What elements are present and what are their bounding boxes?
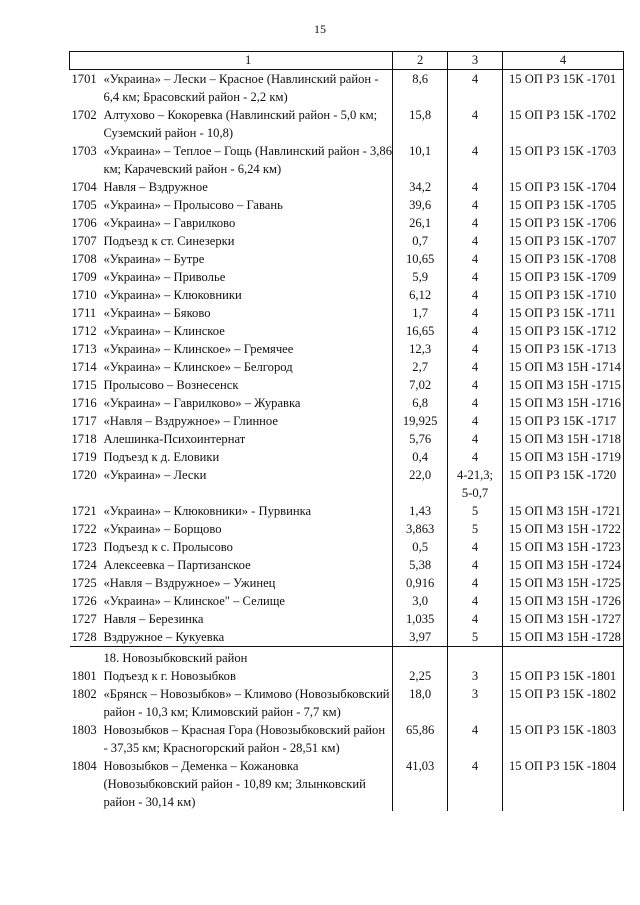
road-code: 15 ОП РЗ 15К -1801: [502, 667, 623, 685]
road-length: 19,925: [393, 412, 448, 430]
road-number: 1728: [70, 628, 104, 647]
table-row: [70, 196, 624, 214]
table-row: [70, 286, 624, 304]
road-name: «Украина» – Теплое – Гощь (Навлинский район - 3,86 км; Карачевский район - 6,24 км): [103, 144, 393, 176]
road-name: Новозыбков – Деменка – Кожановка (Новозыбковский район - 10,89 км; Злынковский район - 30,14 км): [103, 759, 366, 809]
road-name: «Украина» – Клюковники: [103, 288, 242, 302]
road-number: 1702: [71, 108, 97, 122]
table-header-row: [70, 52, 624, 70]
road-code: 15 ОП МЗ 15Н -1723: [502, 538, 623, 556]
road-code: 15 ОП РЗ 15К -1701: [502, 70, 623, 107]
road-length: 22,0: [393, 466, 448, 502]
road-length: 18,0: [393, 685, 448, 721]
road-code: 15 ОП МЗ 15Н -1724: [502, 556, 623, 574]
road-category: 4: [448, 556, 503, 574]
table-row: [70, 394, 624, 412]
road-category: 4: [448, 304, 503, 322]
road-category: 4: [448, 592, 503, 610]
road-length: 1,43: [393, 502, 448, 520]
road-code: 15 ОП РЗ 15К -1803: [502, 721, 623, 757]
road-code: 15 ОП РЗ 15К -1709: [502, 268, 623, 286]
road-category: 5: [448, 520, 503, 538]
road-category: 5: [448, 628, 503, 647]
road-name: Новозыбков – Красная Гора (Новозыбковский район - 37,35 км; Красногорский район - 28,51 км): [103, 723, 386, 755]
table-row: [70, 721, 624, 757]
road-length: 1,7: [393, 304, 448, 322]
road-number: 1719: [71, 450, 97, 464]
road-name: «Украина» – Клинское: [103, 324, 225, 338]
road-name: «Украина» – Клинское» – Гремячее: [103, 342, 294, 356]
road-name: Пролысово – Вознесенск: [103, 378, 239, 392]
road-code: 15 ОП РЗ 15К -1802: [502, 685, 623, 721]
district-heading-cat: [448, 647, 503, 668]
road-length: 8,6: [393, 70, 448, 107]
road-category: 4: [448, 412, 503, 430]
road-length: 0,916: [393, 574, 448, 592]
road-length: 39,6: [393, 196, 448, 214]
table-row: [70, 250, 624, 268]
road-name: «Навля – Вздружное» – Ужинец: [103, 576, 276, 590]
road-length: 6,12: [393, 286, 448, 304]
road-category: 4: [448, 610, 503, 628]
table-row: [70, 232, 624, 250]
road-category: 4: [448, 250, 503, 268]
road-category: 4: [448, 757, 503, 811]
road-code: 15 ОП МЗ 15Н -1721: [502, 502, 623, 520]
table-row: [70, 322, 624, 340]
road-length: 3,0: [393, 592, 448, 610]
table-row: [70, 214, 624, 232]
road-name: «Украина» – Бяково: [103, 306, 211, 320]
road-length: 2,7: [393, 358, 448, 376]
road-number: 1707: [71, 234, 97, 248]
road-number: 1712: [71, 324, 97, 338]
road-category: 4: [448, 340, 503, 358]
table-row: [70, 142, 624, 178]
road-number: 1715: [71, 378, 97, 392]
road-code: 15 ОП МЗ 15Н -1714: [502, 358, 623, 376]
table-row: [70, 70, 624, 107]
road-number: 1802: [71, 687, 97, 701]
road-name: «Украина» – Лески: [103, 468, 207, 482]
road-number: 1711: [71, 306, 97, 320]
road-code: 15 ОП РЗ 15К -1717: [502, 412, 623, 430]
district-heading-row: [70, 647, 624, 668]
road-name: «Украина» – Гаврилково» – Журавка: [103, 396, 301, 410]
road-number: 1706: [71, 216, 97, 230]
road-length: 7,02: [393, 376, 448, 394]
road-code: 15 ОП МЗ 15Н -1716: [502, 394, 623, 412]
road-number: 1801: [71, 669, 97, 683]
table-row: [70, 685, 624, 721]
road-category: 3: [448, 667, 503, 685]
road-category: 4: [448, 322, 503, 340]
road-category: 4: [448, 70, 503, 107]
road-code: 15 ОП РЗ 15К -1703: [502, 142, 623, 178]
table-row: [70, 538, 624, 556]
road-name: «Украина» – Приволье: [103, 270, 226, 284]
road-name: «Украина» – Лески – Красное (Навлинский район - 6,4 км; Брасовский район - 2,2 км): [103, 72, 379, 104]
road-length: 5,9: [393, 268, 448, 286]
road-number: 1717: [71, 414, 97, 428]
road-length: 12,3: [393, 340, 448, 358]
table-row: [70, 376, 624, 394]
road-code: 15 ОП МЗ 15Н -1725: [502, 574, 623, 592]
road-name: Навля – Вздружное: [103, 180, 208, 194]
road-name: Навля – Березинка: [103, 612, 204, 626]
table-row: [70, 574, 624, 592]
road-length: 10,65: [393, 250, 448, 268]
road-name: «Украина» – Клюковники» - Пурвинка: [103, 504, 312, 518]
road-length: 0,5: [393, 538, 448, 556]
road-name: «Украина» – Клинское" – Селище: [103, 594, 286, 608]
road-code: 15 ОП РЗ 15К -1708: [502, 250, 623, 268]
page-number: 15: [314, 22, 326, 36]
table-row: [70, 304, 624, 322]
road-code: 15 ОП МЗ 15Н -1722: [502, 520, 623, 538]
road-number: 1714: [71, 360, 97, 374]
road-name: Вздружное – Кукуевка: [103, 628, 392, 647]
road-number: 1804: [71, 759, 97, 773]
road-number: 1803: [71, 723, 97, 737]
road-category: 4: [448, 721, 503, 757]
road-category: 5: [448, 502, 503, 520]
road-length: 0,7: [393, 232, 448, 250]
table-row: [70, 106, 624, 142]
table-row: [70, 178, 624, 196]
road-code: 15 ОП РЗ 15К -1712: [502, 322, 623, 340]
road-category: 4: [448, 268, 503, 286]
header-col-4: 4: [502, 52, 623, 70]
road-code: 15 ОП РЗ 15К -1706: [502, 214, 623, 232]
road-category: 4: [448, 232, 503, 250]
district-heading: 18. Новозыбковский район: [103, 651, 248, 665]
road-code: 15 ОП РЗ 15К -1720: [502, 466, 623, 502]
road-category: 4: [448, 430, 503, 448]
road-category: 4: [448, 448, 503, 466]
header-col-1: 1: [70, 52, 393, 70]
road-category: 4: [448, 142, 503, 178]
table-row: [70, 448, 624, 466]
road-number: 1701: [71, 72, 97, 86]
road-code: 15 ОП МЗ 15Н -1728: [502, 628, 623, 647]
road-code: 15 ОП РЗ 15К -1702: [502, 106, 623, 142]
table-row: [70, 466, 624, 502]
road-category: 4: [448, 178, 503, 196]
road-name: «Украина» – Гаврилково: [103, 216, 236, 230]
road-code: 15 ОП МЗ 15Н -1718: [502, 430, 623, 448]
road-number: 1704: [71, 180, 97, 194]
header-col-2: 2: [393, 52, 448, 70]
road-number: 1708: [71, 252, 97, 266]
road-name: «Брянск – Новозыбков» – Климово (Новозыбковский район - 10,3 км; Климовский район - 7,7 км): [103, 687, 390, 719]
table-row: [70, 340, 624, 358]
road-code: 15 ОП РЗ 15К -1704: [502, 178, 623, 196]
table-row: [70, 610, 624, 628]
road-code: 15 ОП МЗ 15Н -1727: [502, 610, 623, 628]
road-length: 41,03: [393, 757, 448, 811]
table-row: [70, 667, 624, 685]
road-number: 1726: [71, 594, 97, 608]
road-category: 4: [448, 574, 503, 592]
road-number: 1713: [71, 342, 97, 356]
road-number: 1705: [71, 198, 97, 212]
road-name: «Украина» – Борщово: [103, 522, 222, 536]
table-row: [70, 592, 624, 610]
road-length: 3,97: [393, 628, 448, 647]
district-heading-blank: [70, 647, 104, 668]
road-code: 15 ОП МЗ 15Н -1726: [502, 592, 623, 610]
road-length: 0,4: [393, 448, 448, 466]
road-number: 1722: [71, 522, 97, 536]
road-length: 2,25: [393, 667, 448, 685]
road-category: 4: [448, 214, 503, 232]
road-category: 4-21,3; 5-0,7: [448, 466, 503, 502]
road-name: Подъезд к г. Новозыбков: [103, 669, 236, 683]
road-length: 10,1: [393, 142, 448, 178]
road-number: 1724: [71, 558, 97, 572]
road-category: 4: [448, 538, 503, 556]
road-name: «Украина» – Пролысово – Гавань: [103, 198, 283, 212]
table-row: [70, 268, 624, 286]
road-category: 4: [448, 376, 503, 394]
road-length: 3,863: [393, 520, 448, 538]
table-row: [70, 502, 624, 520]
road-number: 1721: [71, 504, 97, 518]
road-name: Алексеевка – Партизанское: [103, 558, 251, 572]
road-code: 15 ОП РЗ 15К -1804: [502, 757, 623, 811]
road-number: 1723: [71, 540, 97, 554]
road-name: «Украина» – Бутре: [103, 252, 205, 266]
road-number: 1703: [71, 144, 97, 158]
road-number: 1716: [71, 396, 97, 410]
table-row: [70, 556, 624, 574]
header-col-3: 3: [448, 52, 503, 70]
road-name: Алтухово – Кокоревка (Навлинский район - 5,0 км; Суземский район - 10,8): [103, 108, 378, 140]
road-number: 1720: [71, 468, 97, 482]
road-code: 15 ОП МЗ 15Н -1719: [502, 448, 623, 466]
road-code: 15 ОП МЗ 15Н -1715: [502, 376, 623, 394]
road-code: 15 ОП РЗ 15К -1707: [502, 232, 623, 250]
road-name: Алешинка-Психоинтернат: [103, 432, 246, 446]
road-length: 34,2: [393, 178, 448, 196]
table-row: [70, 628, 624, 647]
table-row: [70, 358, 624, 376]
road-number: 1718: [71, 432, 97, 446]
road-name: Подъезд к с. Пролысово: [103, 540, 233, 554]
road-length: 6,8: [393, 394, 448, 412]
table-row: [70, 520, 624, 538]
district-heading-code: [502, 647, 623, 668]
road-length: 16,65: [393, 322, 448, 340]
road-category: 4: [448, 358, 503, 376]
road-length: 26,1: [393, 214, 448, 232]
roads-table: [69, 51, 624, 811]
road-category: 4: [448, 286, 503, 304]
road-category: 4: [448, 394, 503, 412]
road-category: 3: [448, 685, 503, 721]
road-number: 1709: [71, 270, 97, 284]
table-row: [70, 757, 624, 811]
road-name: Подъезд к ст. Синезерки: [103, 234, 235, 248]
road-category: 4: [448, 106, 503, 142]
table-row: [70, 430, 624, 448]
table-row: [70, 412, 624, 430]
road-code: 15 ОП РЗ 15К -1713: [502, 340, 623, 358]
road-length: 5,76: [393, 430, 448, 448]
road-name: «Навля – Вздружное» – Глинное: [103, 414, 278, 428]
road-name: «Украина» – Клинское» – Белгород: [103, 360, 293, 374]
road-length: 5,38: [393, 556, 448, 574]
road-code: 15 ОП РЗ 15К -1705: [502, 196, 623, 214]
road-length: 1,035: [393, 610, 448, 628]
district-heading-len: [393, 647, 448, 668]
road-number: 1725: [71, 576, 97, 590]
road-number: 1727: [71, 612, 97, 626]
road-length: 15,8: [393, 106, 448, 142]
road-length: 65,86: [393, 721, 448, 757]
road-number: 1710: [71, 288, 97, 302]
road-code: 15 ОП РЗ 15К -1710: [502, 286, 623, 304]
road-code: 15 ОП РЗ 15К -1711: [502, 304, 623, 322]
road-category: 4: [448, 196, 503, 214]
road-name: Подъезд к д. Еловики: [103, 450, 220, 464]
